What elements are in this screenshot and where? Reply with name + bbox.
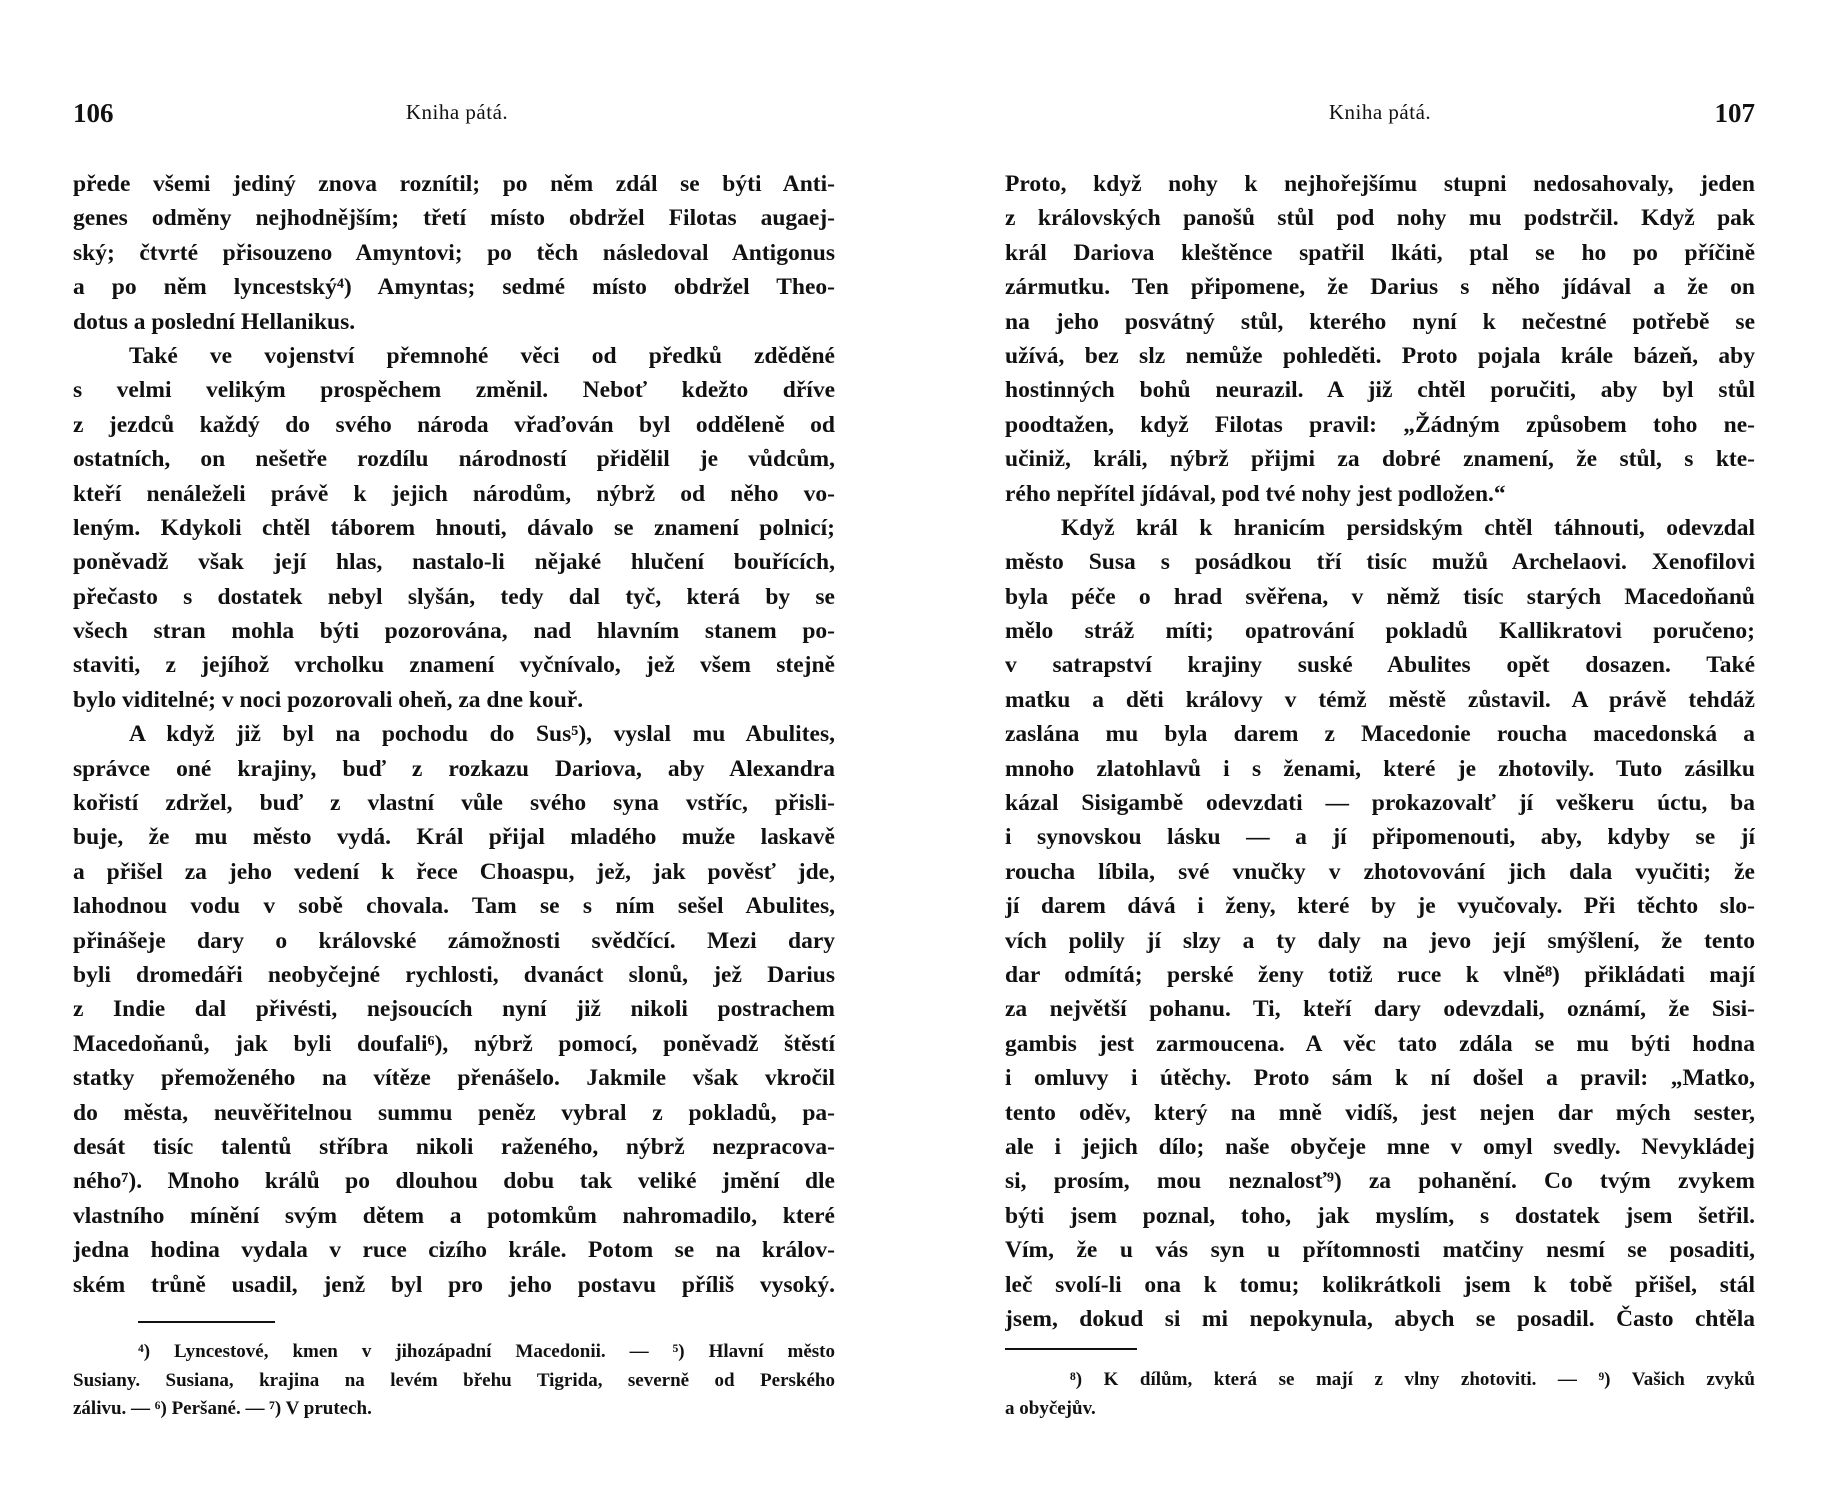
text-line: statky přemoženého na vítěze přenášelo. Jakmile však vkročil [73, 1065, 835, 1092]
page-number: 106 [73, 98, 114, 128]
text-line: zaslána mu byla darem z Macedonie roucha macedonská a [1005, 721, 1755, 748]
text-line: na jeho posvátný stůl, kterého nyní k nečestné potřebě se [1005, 308, 1755, 335]
text-line: mnoho zlatohlavů i s ženami, které je zhotovily. Tuto zásilku [1005, 755, 1755, 782]
text-line: matku a děti královy v témž městě zůstavil. A právě tehdáž [1005, 686, 1755, 713]
text-line: jsem, dokud si mi nepokynula, abych se posadil. Často chtěla [1005, 1305, 1755, 1332]
text-line: a přišel za jeho vedení k řece Choaspu, jež, jak pověsť jde, [73, 858, 835, 885]
text-line: kořistí zdržel, buď z vlastní vůle svého syna vstříc, přisli- [73, 790, 835, 817]
text-line: gambis jest zarmoucena. A věc tato zdála se mu býti hodna [1005, 1030, 1755, 1057]
text-line: i omluvy i útěchy. Proto sám k ní došel a pravil: „Matko, [1005, 1065, 1755, 1092]
text-line: zármutku. Ten připomene, že Darius s něho jídával a že on [1005, 274, 1755, 301]
text-line: ský; čtvrté přisouzeno Amyntovi; po těch následoval Antigonus [73, 239, 835, 266]
text-line: tento oděv, který na mně vidíš, jest nejen dar mých sester, [1005, 1099, 1755, 1126]
text-line: leným. Kdykoli chtěl táborem hnouti, dávalo se znamení polnicí; [73, 514, 835, 541]
text-line: ostatních, on nešetře rozdílu národností přidělil je vůdcům, [73, 446, 835, 473]
text-line: poodtažen, když Filotas pravil: „Žádným způsobem toho ne- [1005, 411, 1755, 438]
text-line: hostinných bohů neurazil. A již chtěl poručiti, aby byl stůl [1005, 377, 1755, 404]
text-line: všech stran mohla býti pozorována, nad hlavním stanem po- [73, 618, 835, 645]
text-line: rého nepřítel jídával, pod tvé nohy jest podložen.“ [1005, 480, 1506, 507]
text-line: leč svolí-li ona k tomu; kolikrátkoli jsem k tobě přišel, stál [1005, 1271, 1755, 1298]
text-line: i synovskou lásku — a jí připomenouti, aby, kdyby se jí [1005, 824, 1755, 851]
text-line: jí darem dává i ženy, které by je vyučovaly. Při těchto slo- [1005, 893, 1755, 920]
text-line: kázal Sisigambě odevzdati — prokazovalť jí veškeru úctu, ba [1005, 790, 1755, 817]
text-line: býti jsem poznal, toho, jak myslím, s dostatek jsem šetřil. [1005, 1202, 1755, 1229]
footnote-line: Susiany. Susiana, krajina na levém břehu Tigrida, severně od Perského [73, 1369, 835, 1391]
running-head: Kniha pátá. [1328, 100, 1432, 124]
text-line: přede všemi jediný znova roznítil; po něm zdál se býti Anti- [73, 171, 835, 197]
footnote-rule [138, 1321, 275, 1323]
text-line: mělo stráž míti; opatrování pokladů Kallikratovi poručeno; [1005, 618, 1755, 645]
text-line: z jezdců každý do svého národa vřaďován byl odděleně od [73, 411, 835, 438]
text-line: přečasto s dostatek nebyl slyšán, tedy dal tyč, která by se [73, 583, 835, 610]
text-line: v satrapství krajiny suské Abulites opět dosazen. Také [1005, 652, 1755, 679]
footnote-line: a obyčejův. [1005, 1397, 1096, 1419]
body-text [1005, 167, 1755, 1336]
text-line: ském trůně usadil, jenž byl pro jeho postavu příliš vysoký. [73, 1271, 835, 1298]
running-head: Kniha pátá. [405, 100, 509, 124]
text-line: jedna hodina vydala v ruce cizího krále. Potom se na králov- [73, 1237, 835, 1264]
body-text [73, 167, 835, 1302]
text-line: ného⁷). Mnoho králů po dlouhou dobu tak veliké jmění dle [73, 1168, 835, 1195]
page-number: 107 [1714, 98, 1755, 128]
text-line: učiniž, králi, nýbrž přijmi za dobré znamení, že stůl, s kte- [1005, 446, 1755, 473]
text-line: dotus a poslední Hellanikus. [73, 308, 356, 335]
text-line: za největší pohanu. Ti, kteří dary odevzdali, oznámí, že Sisi- [1005, 996, 1755, 1023]
footnotes [1005, 1366, 1755, 1423]
text-line: Když král k hranicím persidským chtěl táhnouti, odevzdal [1061, 514, 1755, 541]
text-line: přinášeje dary o královské zámožnosti svědčící. Mezi dary [73, 927, 835, 954]
footnote-line: ⁴) Lyncestové, kmen v jihozápadní Macedonii. — ⁵) Hlavní město [138, 1341, 835, 1362]
text-line: s velmi velikým prospěchem změnil. Neboť kdežto dříve [73, 377, 835, 404]
text-line: z královských panošů stůl pod nohy mu podstrčil. Když pak [1005, 205, 1755, 232]
text-line: A když již byl na pochodu do Sus⁵), vyslal mu Abulites, [129, 721, 835, 748]
text-line: byla péče o hrad svěřena, v němž tisíc starých Macedoňanů [1005, 583, 1755, 610]
footnotes [73, 1338, 835, 1424]
footnote-rule [1005, 1348, 1137, 1350]
text-line: lahodnou vodu v sobě chovala. Tam se s ním sešel Abulites, [73, 893, 835, 920]
text-line: genes odměny nejhodnějším; třetí místo obdržel Filotas augaej- [73, 205, 835, 232]
text-line: desát tisíc talentů stříbra nikoli raženého, nýbrž nezpracova- [73, 1133, 835, 1160]
text-line: z Indie dal přivésti, nejsoucích nyní již nikoli postrachem [73, 996, 835, 1023]
text-line: město Susa s posádkou tří tisíc mužů Archelaovi. Xenofilovi [1005, 549, 1755, 576]
text-line: bylo viditelné; v noci pozorovali oheň, za dne kouř. [73, 686, 584, 713]
text-line: a po něm lyncestský⁴) Amyntas; sedmé místo obdržel Theo- [73, 274, 835, 301]
footnote-line: zálivu. — ⁶) Peršané. — ⁷) V prutech. [73, 1398, 372, 1419]
text-line: Proto, když nohy k nejhořejšímu stupni nedosahovaly, jeden [1005, 171, 1755, 197]
text-line: kteří nenáleželi právě k jejich národům, nýbrž od něho vo- [73, 480, 835, 507]
text-line: správce oné krajiny, buď z rozkazu Dariova, aby Alexandra [73, 755, 835, 782]
text-line: poněvadž však její hlas, nastalo-li nějaké hlučení bouřících, [73, 549, 835, 576]
text-line: užívá, bez slz nemůže pohleděti. Proto pojala krále bázeň, aby [1005, 342, 1755, 369]
text-line: staviti, z jejíhož vrcholku znamení vyčnívalo, jež všem stejně [73, 652, 835, 679]
text-line: buje, že mu město vydá. Král přijal mladého muže laskavě [73, 824, 835, 851]
text-line: si, prosím, mou neznalosť⁹) za pohanění. Co tvým zvykem [1005, 1168, 1755, 1195]
text-line: král Dariova kleštěnce spatřil lkáti, ptal se ho po příčině [1005, 239, 1755, 266]
text-line: Vím, že u vás syn u přítomnosti matčiny nesmí se posaditi, [1005, 1237, 1755, 1264]
text-line: do města, neuvěřitelnou summu peněz vybral z pokladů, pa- [73, 1099, 835, 1126]
text-line: vlastního mínění svým dětem a potomkům nahromadilo, které [73, 1202, 835, 1229]
text-line: roucha líbila, své vnučky v zhotovování jich dala vyučiti; že [1005, 858, 1755, 885]
text-line: ale i jejich dílo; naše obyčeje mne v omyl svedly. Nevykládej [1005, 1133, 1755, 1160]
footnote-line: ⁸) K dílům, která se mají z vlny zhotoviti. — ⁹) Vašich zvyků [1070, 1369, 1755, 1390]
text-line: dar odmítá; perské ženy totiž ruce k vlně⁸) přikládati mají [1005, 961, 1755, 988]
text-line: byli dromedáři neobyčejné rychlosti, dvanáct slonů, jež Darius [73, 961, 835, 988]
text-line: Macedoňanů, jak byli doufali⁶), nýbrž pomocí, poněvadž štěstí [73, 1030, 835, 1057]
text-line: Také ve vojenství přemnohé věci od předků zděděné [129, 342, 835, 369]
text-line: vích polily jí slzy a ty daly na jevo její smýšlení, že tento [1005, 927, 1755, 954]
